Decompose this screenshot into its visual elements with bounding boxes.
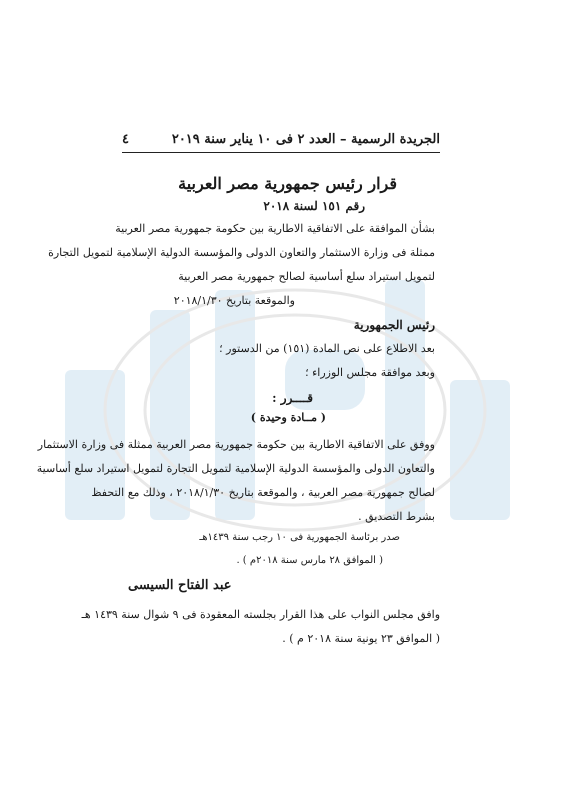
preamble-line-1: بعد الاطلاع على نص المادة (١٥١) من الدستور ؛ bbox=[219, 342, 435, 355]
subject-line-3: لتمويل استيراد سلع أساسية لصالح جمهورية مصر العربية bbox=[178, 270, 435, 283]
preamble-line-2: وبعد موافقة مجلس الوزراء ؛ bbox=[305, 366, 435, 379]
article-line-3: لصالح جمهورية مصر العربية ، والموقعة بتاريخ ٢٠١٨/١/٣٠ ، وذلك مع التحفظ bbox=[91, 486, 435, 499]
parliament-approval: وافق مجلس النواب على هذا القرار بجلسته المعقودة فى ٩ شوال سنة ١٤٣٩ هـ bbox=[81, 608, 440, 621]
subject-line-4: والموقعة بتاريخ ٢٠١٨/١/٣٠ bbox=[173, 294, 295, 307]
signature: عبد الفتاح السيسى bbox=[128, 578, 232, 593]
single-article-label: ( مــادة وحيدة ) bbox=[250, 411, 326, 424]
article-line-2: والتعاون الدولى والمؤسسة الدولية الإسلامية لتمويل التجارة لتمويل استيراد سلع أساسية bbox=[36, 462, 435, 475]
subject-line-2: ممثلة فى وزارة الاستثمار والتعاون الدولى والمؤسسة الدولية الإسلامية لتمويل التجارة bbox=[48, 246, 435, 259]
decree-number: رقم ١٥١ لسنة ٢٠١٨ bbox=[263, 199, 365, 213]
page-number: ٤ bbox=[122, 132, 129, 147]
issued-line: صدر برئاسة الجمهورية فى ١٠ رجب سنة ١٤٣٩هـ bbox=[199, 532, 400, 543]
article-line-4: بشرط التصديق . bbox=[358, 510, 435, 523]
president-label: رئيس الجمهورية bbox=[353, 318, 435, 332]
decided-label: قــــرر : bbox=[272, 391, 313, 405]
parliament-equivalent: ( الموافق ٢٣ يونية سنة ٢٠١٨ م ) . bbox=[282, 632, 440, 645]
subject-line-1: بشأن الموافقة على الاتفاقية الاطارية بين حكومة جمهورية مصر العربية bbox=[115, 222, 435, 235]
article-line-1: ووفق على الاتفاقية الاطارية بين حكومة جمهورية مصر العربية ممثلة فى وزارة الاستثمار bbox=[37, 438, 435, 451]
decree-title: قرار رئيس جمهورية مصر العربية bbox=[178, 174, 397, 193]
gazette-header-title: الجريدة الرسمية – العدد ٢ فى ١٠ يناير سنة ٢٠١٩ bbox=[171, 132, 440, 147]
issued-equivalent: ( الموافق ٢٨ مارس سنة ٢٠١٨م ) . bbox=[236, 555, 383, 566]
page-header bbox=[122, 132, 440, 153]
